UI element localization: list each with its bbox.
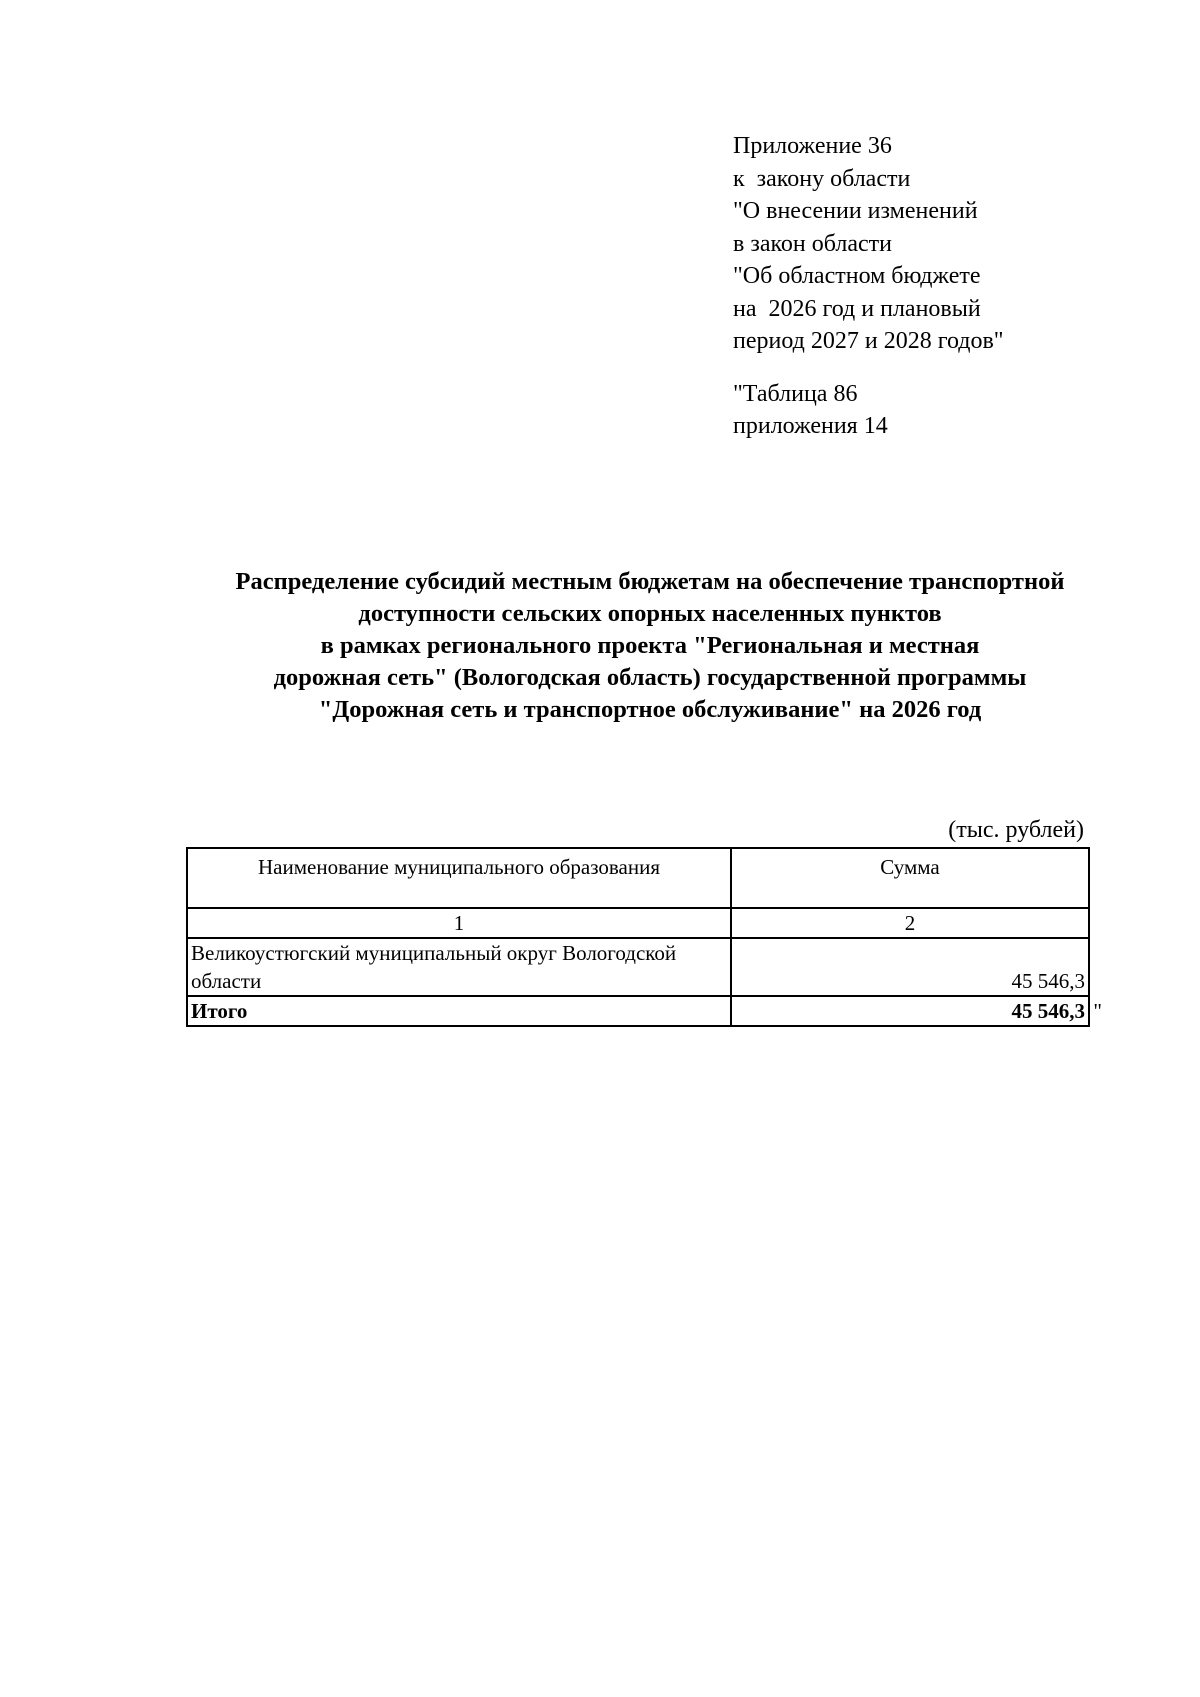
title-line: в рамках регионального проекта "Региональная и местная: [320, 632, 980, 659]
table-header-row: [187, 848, 1089, 908]
appendix-line: на 2026 год и плановый: [733, 295, 981, 322]
table-reference-line: "Таблица 86: [733, 380, 858, 407]
title-line: "Дорожная сеть и транспортное обслуживание" на 2026 год: [318, 696, 982, 723]
total-amount: 45 546,3: [1011, 999, 1085, 1023]
header-municipality: Наименование муниципального образования: [187, 848, 731, 908]
closing-quote: ": [1093, 999, 1102, 1023]
title-line: доступности сельских опорных населенных пунктов: [358, 600, 942, 627]
appendix-line: в закон области: [733, 230, 892, 257]
appendix-header: [733, 130, 1004, 443]
table-row: [187, 938, 1089, 996]
table-reference-line: приложения 14: [733, 413, 888, 439]
appendix-line: к закону области: [733, 165, 911, 192]
municipality-name: Великоустюгский муниципальный округ Вологодской области: [187, 938, 731, 996]
column-number-row: [187, 908, 1089, 938]
document-title: [150, 566, 1150, 726]
appendix-line: Приложение 36: [733, 133, 892, 159]
appendix-line: "О внесении изменений: [733, 198, 978, 224]
total-amount-cell: [731, 996, 1102, 1026]
appendix-line: период 2027 и 2028 годов": [733, 328, 1004, 354]
column-number: 2: [731, 908, 1089, 938]
appendix-line: "Об областном бюджете: [733, 263, 981, 289]
subsidy-amount: 45 546,3: [731, 938, 1089, 996]
title-line: Распределение субсидий местным бюджетам на обеспечение транспортной: [235, 568, 1065, 595]
subsidy-table: [186, 847, 1102, 1027]
title-line: дорожная сеть" (Вологодская область) государственной программы: [273, 664, 1027, 691]
header-sum: Сумма: [731, 848, 1089, 908]
total-row: [187, 996, 1089, 1026]
total-label: Итого: [187, 996, 731, 1026]
units-label: (тыс. рублей): [948, 817, 1084, 843]
column-number: 1: [187, 908, 731, 938]
